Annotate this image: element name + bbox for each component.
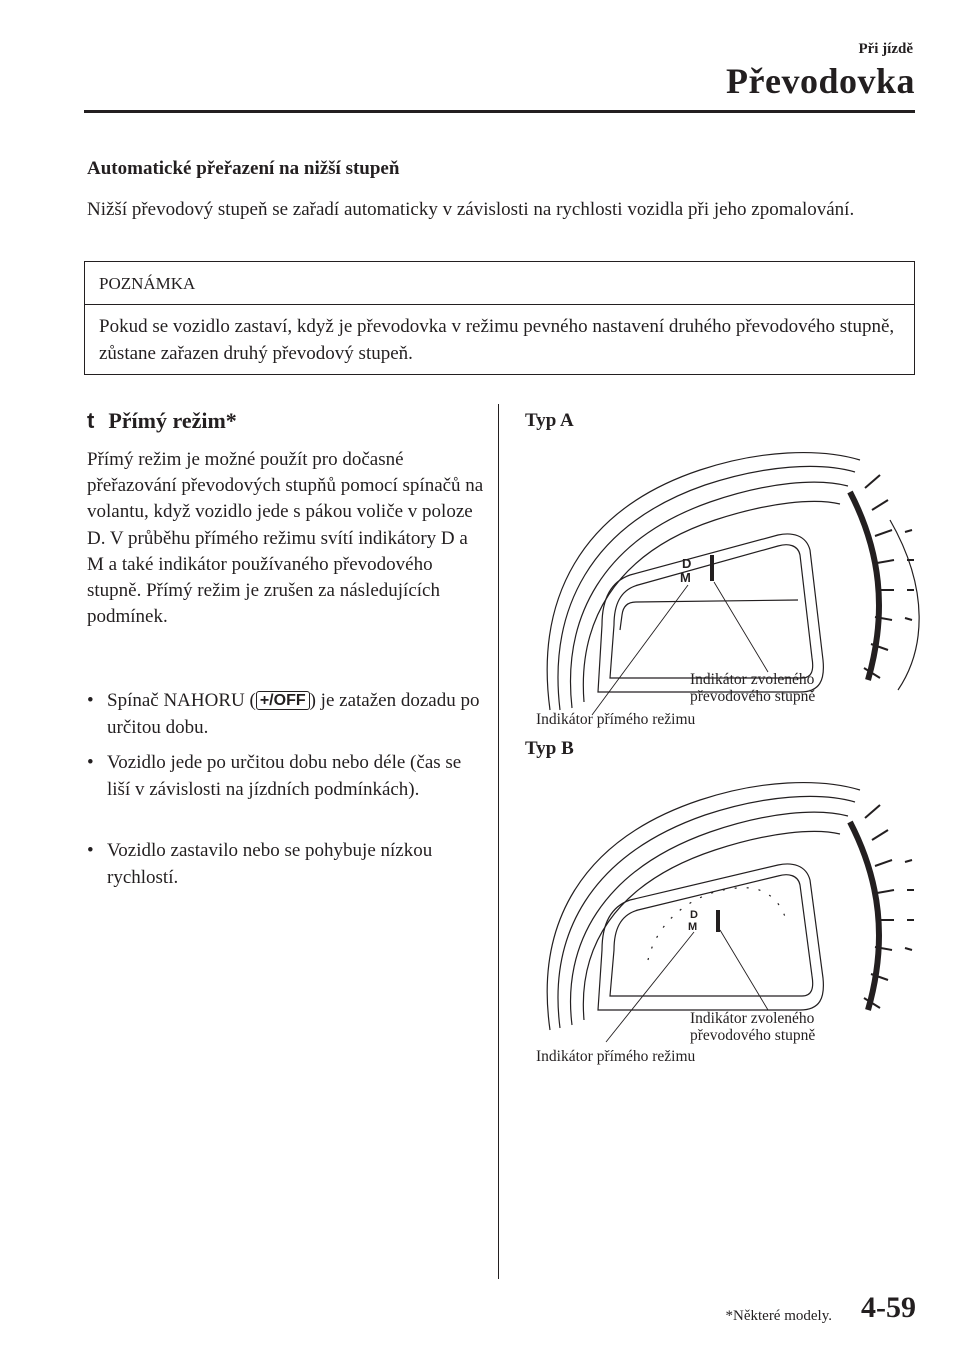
note-text: Pokud se vozidlo zastaví, když je převodovka v režimu pevného nastavení druhého převodového stupně, zůstane zařazen druhý převodový stupeň. [99, 316, 895, 364]
instrument-cluster-diagram-b [520, 770, 920, 1050]
plus-off-switch-icon: +/OFF [256, 691, 310, 710]
bullet-dot-icon: • [87, 690, 94, 711]
section-bullet-icon: t [87, 408, 95, 433]
figure-a-title: Typ A [525, 410, 574, 431]
direct-mode-indicator-label: Indikátor přímého režimu [536, 1048, 696, 1065]
running-header: Při jízdě [858, 41, 913, 57]
indicator-d: D [682, 556, 692, 571]
figure-b-title: Typ B [525, 738, 574, 759]
gear-indicator-label: Indikátor zvoleného převodového stupně [690, 671, 816, 705]
note-box [84, 261, 915, 375]
gear-indicator-label: Indikátor zvoleného převodového stupně [690, 1010, 816, 1044]
note-header [85, 262, 914, 305]
condition-text: Vozidlo zastavilo nebo se pohybuje nízkou rychlostí. [107, 840, 433, 888]
indicator-m: M [680, 570, 691, 585]
indicator-d: D [690, 909, 698, 921]
header-rule [84, 110, 915, 113]
condition-text: Spínač NAHORU ( +/OFF ) je zatažen dozadu po určitou dobu. [107, 690, 480, 738]
page-number: 4-59 [861, 1291, 916, 1324]
auto-downshift-body: Nižší převodový stupeň se zařadí automaticky v závislosti na rychlosti vozidla při jeho zpomalování. [87, 199, 855, 220]
footnote: *Některé modely. [725, 1308, 832, 1324]
bullet-dot-icon: • [87, 840, 94, 861]
gear-indicator-digit [710, 555, 714, 581]
column-divider [498, 404, 499, 1279]
gear-indicator-digit [716, 910, 720, 932]
indicator-m: M [688, 921, 698, 933]
direct-mode-intro: Přímý režim je možné použít pro dočasné přeřazování převodových stupňů pomocí spínačů na volantu, když vozidlo jede s pákou voliče v poloze D. V průběhu přímého režimu svítí indikátory D a M a také indikátor používaného převodového stupně. Přímý režim je zrušen za následujících podmínek. [87, 449, 484, 628]
auto-downshift-heading: Automatické přeřazení na nižší stupeň [87, 158, 400, 179]
chapter-title: Převodovka [726, 61, 915, 101]
direct-mode-indicator-label: Indikátor přímého režimu [536, 711, 696, 728]
condition-text: Vozidlo jede po určitou dobu nebo déle (čas se liší v závislosti na jízdních podmínkách). [107, 752, 462, 800]
bullet-dot-icon: • [87, 752, 94, 773]
direct-mode-heading [87, 408, 237, 434]
note-label: POZNÁMKA [99, 274, 196, 293]
direct-mode-title: Přímý režim* [108, 408, 237, 433]
